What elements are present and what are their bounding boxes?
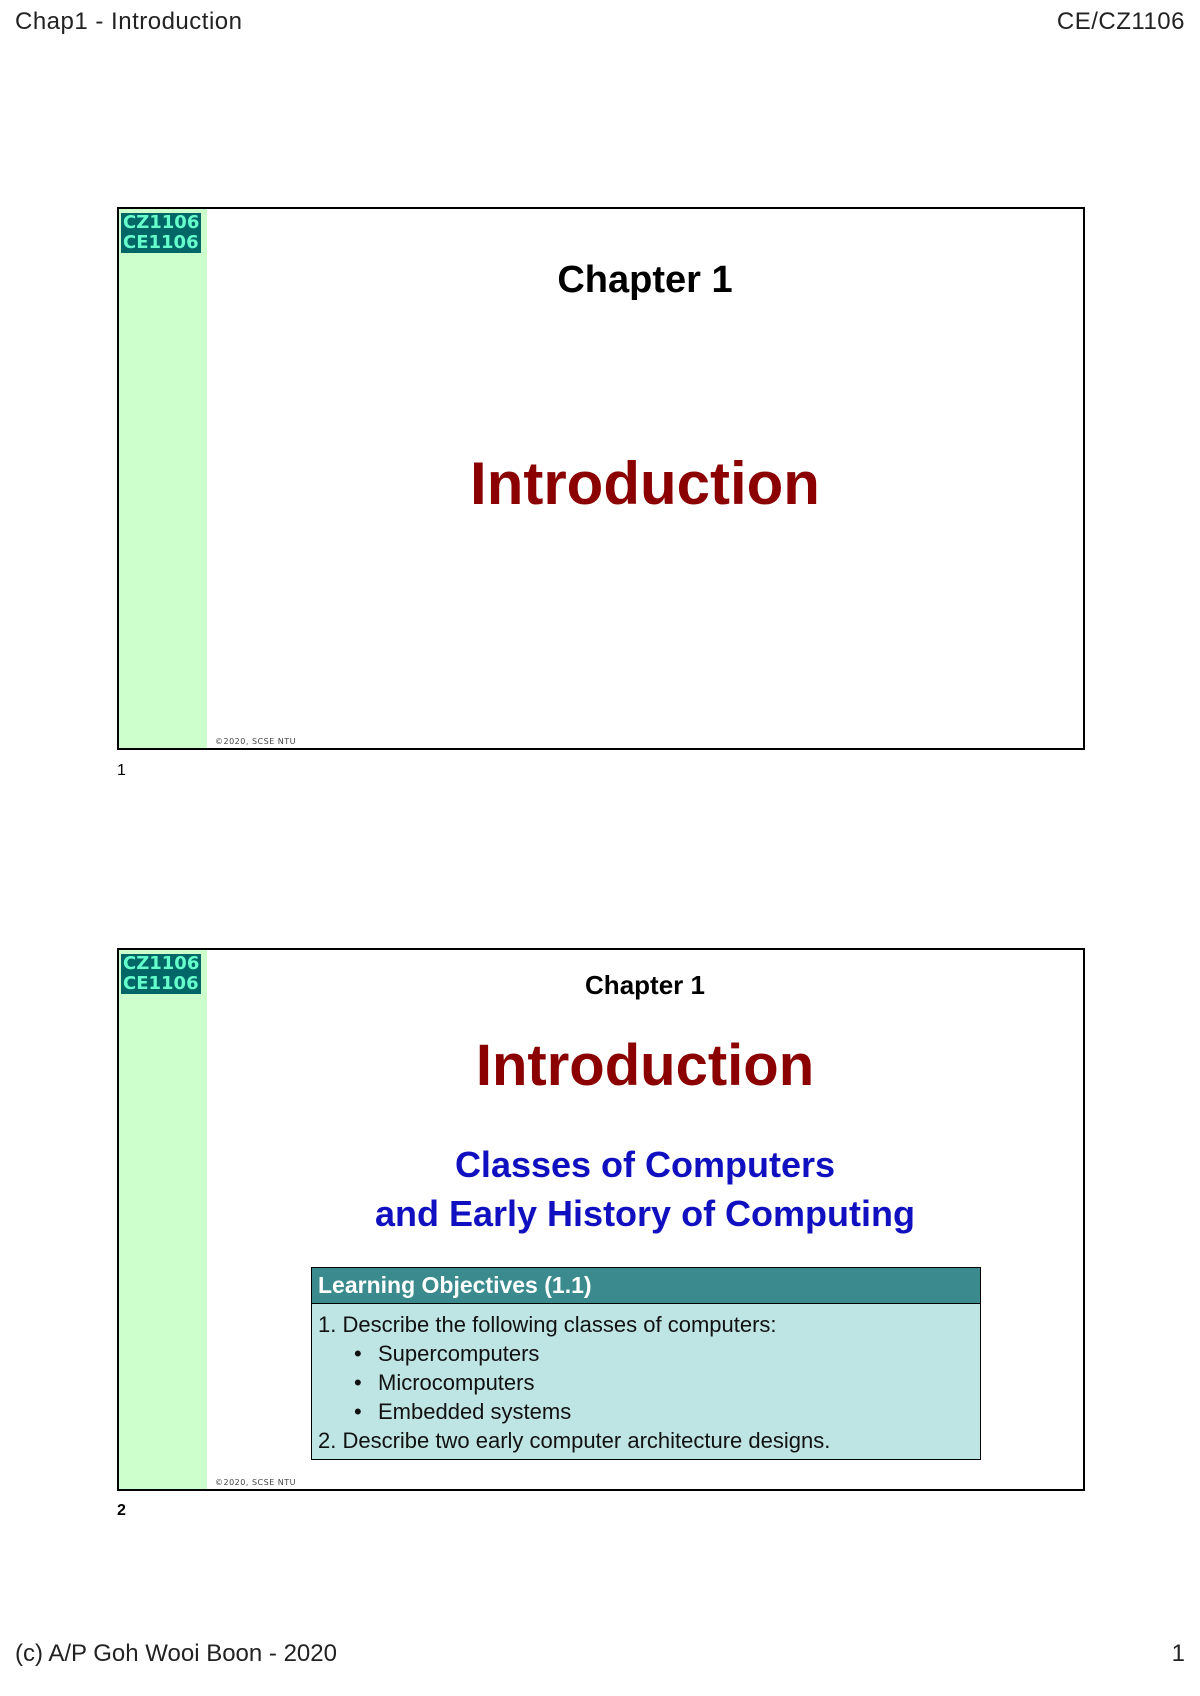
learning-objectives-box (311, 1267, 981, 1460)
slide-1 (117, 207, 1085, 750)
slide-copyright: ©2020, SCSE NTU (215, 737, 297, 746)
slide-chapter-label: Chapter 1 (557, 259, 733, 301)
course-code-line-2: CE1106 (123, 973, 199, 994)
document-footer-author: (c) A/P Goh Wooi Boon - 2020 (15, 1640, 337, 1667)
course-code-line-1: CZ1106 (123, 953, 200, 974)
slide-subtitle-line-1: Classes of Computers (454, 1144, 836, 1185)
course-code-tag (121, 954, 201, 994)
course-code-line-2: CE1106 (123, 232, 199, 253)
objective-bullet: • Supercomputers (318, 1339, 974, 1368)
slide-number-1: 1 (117, 762, 126, 779)
document-header-right: CE/CZ1106 (1056, 8, 1185, 35)
slide-title: Introduction (475, 1033, 815, 1098)
learning-objectives-body (312, 1304, 980, 1459)
objective-item-2: 2. Describe two early computer architecture designs. (318, 1428, 831, 1453)
course-code-tag (121, 213, 201, 253)
slide-title: Introduction (470, 450, 820, 517)
slide-copyright: ©2020, SCSE NTU (215, 1478, 297, 1487)
document-header-left: Chap1 - Introduction (15, 8, 243, 35)
slide-chapter-label: Chapter 1 (585, 970, 705, 1000)
slide-2 (117, 948, 1085, 1491)
slide-subtitle-line-2: and Early History of Computing (374, 1193, 916, 1234)
document-page-number: 1 (1171, 1640, 1185, 1667)
slide-sidebar (119, 209, 207, 748)
objective-bullet: • Embedded systems (318, 1397, 974, 1426)
slide-subtitle (207, 1140, 1083, 1238)
objective-item-1: 1. Describe the following classes of computers: (318, 1312, 777, 1337)
objective-bullet: • Microcomputers (318, 1368, 974, 1397)
learning-objectives-heading: Learning Objectives (1.1) (312, 1268, 980, 1304)
course-code-line-1: CZ1106 (123, 212, 200, 233)
slide-sidebar (119, 950, 207, 1489)
slide-number-2: 2 (117, 1502, 126, 1519)
